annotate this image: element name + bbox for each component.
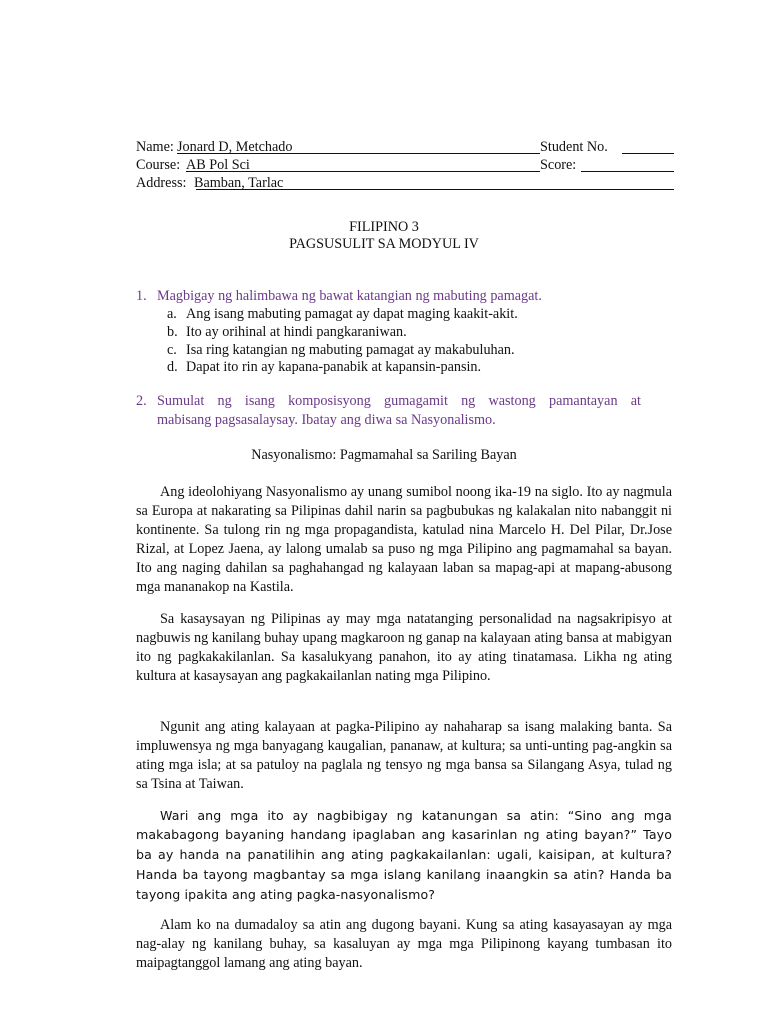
question-1-number: 1. xyxy=(136,288,147,304)
answer-a-letter: a. xyxy=(167,306,177,322)
answer-c-text: Isa ring katangian ng mabuting pamagat ay makabuluhan. xyxy=(186,342,515,358)
essay-paragraph-3: Ngunit ang ating kalayaan at pagka-Pilipino ay nahaharap sa isang malaking banta. Sa impluwensya ng mga banyagang kaugalian, pananaw, at kultura; sa unti-unting pag-angkin sa ating mga isla; at sa patuloy na paglala ng tensyo ng mga bansa sa Silangang Asya, tulad ng sa Tsina at Taiwan. xyxy=(136,719,672,793)
answer-b-letter: b. xyxy=(167,324,178,340)
name-underline xyxy=(177,153,540,154)
student-no-label: Student No. xyxy=(540,139,608,155)
essay-paragraph-4-line-1: Wari ang mga ito ay nagbibigay ng katanungan sa atin: “Sino ang mga xyxy=(160,808,672,823)
answer-d-letter: d. xyxy=(167,359,178,375)
answer-c-letter: c. xyxy=(167,342,177,358)
name-value: Jonard D, Metchado xyxy=(177,139,293,155)
exam-title: PAGSUSULIT SA MODYUL IV xyxy=(289,236,479,252)
question-2-number: 2. xyxy=(136,393,147,409)
question-1-text: Magbigay ng halimbawa ng bawat katangian ng mabuting pamagat. xyxy=(157,288,542,304)
course-underline xyxy=(186,171,540,172)
essay-paragraph-1: Ang ideolohiyang Nasyonalismo ay unang sumibol noong ika-19 na siglo. Ito ay nagmula sa Europa at nakarating sa Pilipinas dahil narin sa pagbubukas ng kalakalan nito nabanggit ni kontinente. Sa tulong rin ng mga propagandista, katulad nina Marcelo H. Del Pilar, Dr.Jose Rizal, at Lopez Jaena, ay lalong umalab sa puso ng mga Pilipino ang pagmamahal sa bayan. Ito ang naging dahilan sa paghahangad ng kalayaan laban sa mapag-api at mapang-abusong mga mananakop na Kastila. xyxy=(136,484,672,596)
address-label: Address: xyxy=(136,175,187,191)
name-label: Name: xyxy=(136,139,174,155)
address-value: Bamban, Tarlac xyxy=(194,175,284,191)
answer-a-text: Ang isang mabuting pamagat ay dapat maging kaakit-akit. xyxy=(186,306,518,322)
question-2-line-2: mabisang pagsasalaysay. Ibatay ang diwa sa Nasyonalismo. xyxy=(157,412,496,428)
course-label: Course: xyxy=(136,157,181,173)
essay-paragraph-4: makabagong bayaning handang ipaglaban ang kasarinlan ng ating bayan?” Tayo ba ay handa na panatilihin ang ating pagkakailanlan: ugali, kaisipan, at kultura? Handa ba tayong magbantay sa mga islang kanilang inaangkin sa atin? Handa ba tayong ipakita ang ating pagka-nasyonalismo? xyxy=(136,827,672,903)
address-row xyxy=(136,174,674,192)
essay-paragraph-2: Sa kasaysayan ng Pilipinas ay may mga natatanging personalidad na nagsakripisyo at nagbuwis ng kanilang buhay upang magkaroon ng ganap na kalayaan ating bansa at mabigyan ito ng pagkakakilanlan. Sa kasalukyang panahon, ito ay ating tinatamasa. Likha ng ating kultura at kasaysayan ang pagkakailanlan nating mga Pilipino. xyxy=(136,611,672,685)
subject-title: FILIPINO 3 xyxy=(349,219,419,235)
question-2 xyxy=(0,393,768,433)
score-label: Score: xyxy=(540,157,577,173)
answer-b-text: Ito ay orihinal at hindi pangkaraniwan. xyxy=(186,324,407,340)
address-underline xyxy=(196,189,674,190)
essay-paragraph-5: Alam ko na dumadaloy sa atin ang dugong bayani. Kung sa ating kasayasayan ay mga nag-alay ng kanilang buhay, sa kasaluyan ay mga mga Pilipinong kayang tumbasan ito maipagtanggol lamang ang ating bayan. xyxy=(136,917,672,972)
course-value: AB Pol Sci xyxy=(186,157,250,173)
question-2-line-1: Sumulat ng isang komposisyong gumagamit ng wastong pamantayan at xyxy=(157,393,641,409)
answer-d-text: Dapat ito rin ay kapana-panabik at kapansin-pansin. xyxy=(186,359,482,375)
course-row xyxy=(136,156,674,174)
student-no-underline xyxy=(622,153,674,154)
name-row xyxy=(136,138,674,156)
essay-title: Nasyonalismo: Pagmamahal sa Sariling Bayan xyxy=(251,447,517,463)
score-underline xyxy=(581,171,674,172)
